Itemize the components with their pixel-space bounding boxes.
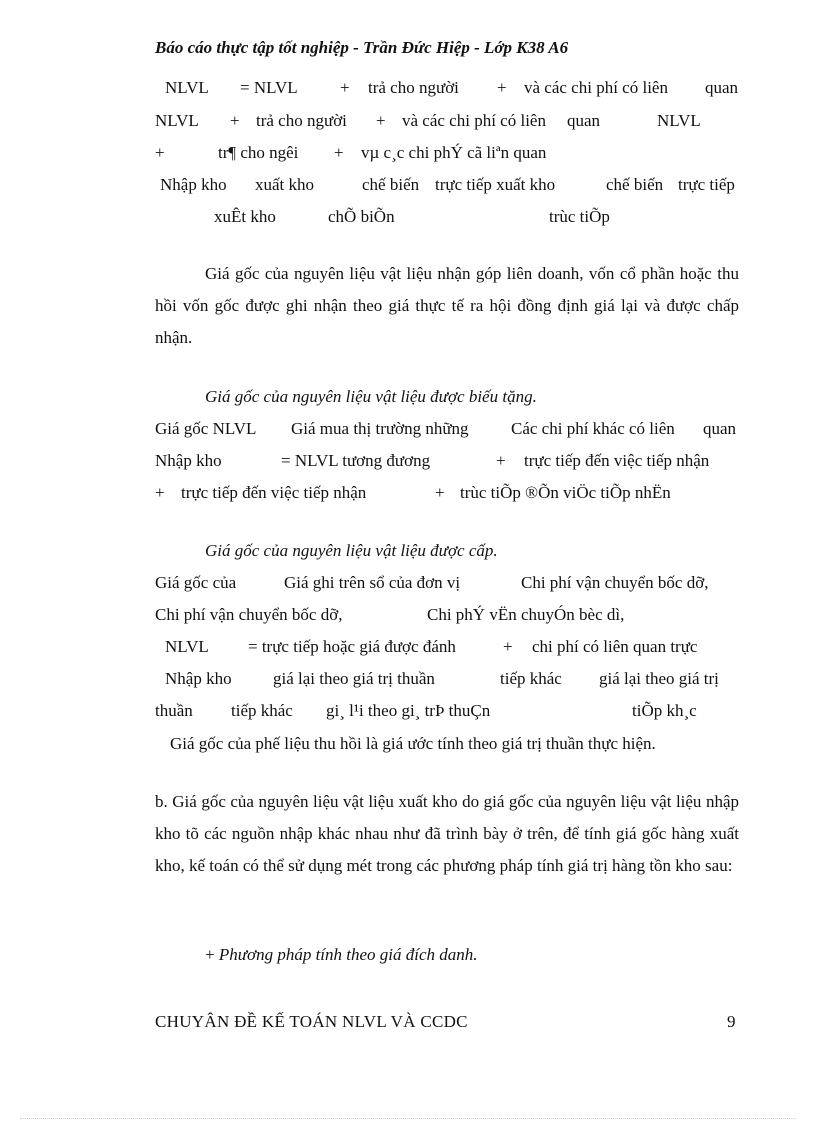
formula-cell: trùc tiÕp ®Õn viÖc tiÕp nhËn [460, 483, 671, 502]
formula-cell: quan [567, 111, 601, 130]
formula-cell: trả cho người [256, 111, 347, 130]
formula-cell: = NLVL tương đương [281, 451, 431, 470]
formula-cell: Nhập kho [155, 451, 222, 470]
formula-cell: trùc tiÕp [549, 207, 610, 226]
paragraph-gop-von: Giá gốc của nguyên liệu vật liệu nhận góp liên doanh, vốn cổ phần hoặc thu hồi vốn gốc được ghi nhận theo giá thực tế ra hội đồng định giá lại và được chấp nhận. [155, 264, 739, 347]
formula-cell: = NLVL [240, 78, 298, 97]
formula-cell: thuần [155, 701, 193, 720]
formula-cell: giá lại theo giá trị [599, 669, 719, 688]
formula-cell: Giá gốc của [155, 573, 237, 592]
method-prefix: + [205, 945, 219, 964]
page-number: 9 [727, 1012, 736, 1031]
formula-cell: + [503, 637, 513, 656]
formula-cell: Giá ghi trên sổ của đơn vị [284, 573, 461, 592]
formula-cell: + [496, 451, 506, 470]
formula-cell: Các chi phí khác có liên [511, 419, 675, 438]
formula-cell: Giá gốc NLVL [155, 419, 257, 438]
formula-cell: Nhập kho [165, 669, 232, 688]
formula-cell: NLVL [165, 78, 209, 97]
formula-cell: chế biến [362, 175, 420, 194]
phe-lieu-line: Giá gốc của phế liệu thu hồi là giá ước tính theo giá trị thuần thực hiện. [170, 734, 656, 753]
formula-cell: xuất kho [255, 175, 315, 194]
formula-cell: tiếp khác [231, 701, 293, 720]
formula-cell: quan [705, 78, 739, 97]
formula-cell: và các chi phí có liên [402, 111, 546, 130]
page-edge-divider [20, 1118, 796, 1119]
formula-cell: chế biến [606, 175, 664, 194]
formula-cell: + [230, 111, 240, 130]
formula-cell: Chi phí vận chuyển bốc dỡ, [521, 573, 709, 592]
method-name: Phương pháp tính theo giá đích danh. [218, 945, 478, 964]
formula-cell: NLVL [657, 111, 701, 130]
formula-cell: tiếp khác [500, 669, 562, 688]
formula-cell: + [155, 143, 165, 162]
section-heading-duoc-cap: Giá gốc của nguyên liệu vật liệu được cấp. [205, 541, 498, 560]
formula-cell: Chi phÝ vËn chuyÓn bèc dì, [427, 605, 625, 624]
formula-cell: + [155, 483, 165, 502]
formula-cell: + [340, 78, 350, 97]
paragraph-gia-xuat-kho: b. Giá gốc của nguyên liệu vật liệu xuất kho do giá gốc của nguyên liệu vật liệu nhập kho tõ các nguồn nhập khác nhau như đã trình bày ở trên, để tính giá gốc hàng xuất kho, kế toán có thể sử dụng mét trong các phương pháp tính giá trị hàng tồn kho sau: [155, 792, 739, 875]
formula-cell: + [334, 143, 344, 162]
formula-cell: Nhập kho [160, 175, 227, 194]
formula-cell: trả cho người [368, 78, 459, 97]
formula-cell: trực tiếp đến việc tiếp nhận [181, 483, 367, 502]
formula-cell: NLVL [165, 637, 209, 656]
formula-cell: Giá mua thị trường những [291, 419, 469, 438]
formula-cell: và các chi phí có liên [524, 78, 668, 97]
formula-cell: quan [703, 419, 737, 438]
formula-cell: NLVL [155, 111, 199, 130]
formula-cell: trực tiếp xuất kho [435, 175, 556, 194]
formula-cell: + [376, 111, 386, 130]
formula-cell: trực tiếp đến việc tiếp nhận [524, 451, 710, 470]
formula-cell: trực tiếp [678, 175, 735, 194]
formula-cell: + [435, 483, 445, 502]
formula-cell: + [497, 78, 507, 97]
formula-cell: xuÊt kho [214, 207, 276, 226]
formula-cell: tr¶ cho ngêi [218, 143, 299, 162]
page-header: Báo cáo thực tập tốt nghiệp - Trần Đức Hiệp - Lớp K38 A6 [155, 38, 569, 57]
formula-cell: gi¸ l¹i theo gi¸ trÞ thuÇn [326, 701, 491, 720]
formula-cell: chÕ biÕn [328, 207, 395, 226]
formula-cell: = trực tiếp hoặc giá được đánh [248, 637, 456, 656]
formula-cell: giá lại theo giá trị thuần [273, 669, 435, 688]
footer-title: CHUYÂN ĐỀ KẾ TOÁN NLVL VÀ CCDC [155, 1012, 468, 1031]
formula-cell: vµ c¸c chi phÝ cã liªn quan [361, 143, 547, 162]
section-heading-bieu-tang: Giá gốc của nguyên liệu vật liệu được biếu tặng. [205, 387, 537, 406]
method-item [205, 945, 478, 965]
formula-cell: chi phí có liên quan trực [532, 637, 698, 656]
formula-cell: tiÕp kh¸c [632, 701, 697, 720]
formula-cell: Chi phí vận chuyển bốc dỡ, [155, 605, 343, 624]
